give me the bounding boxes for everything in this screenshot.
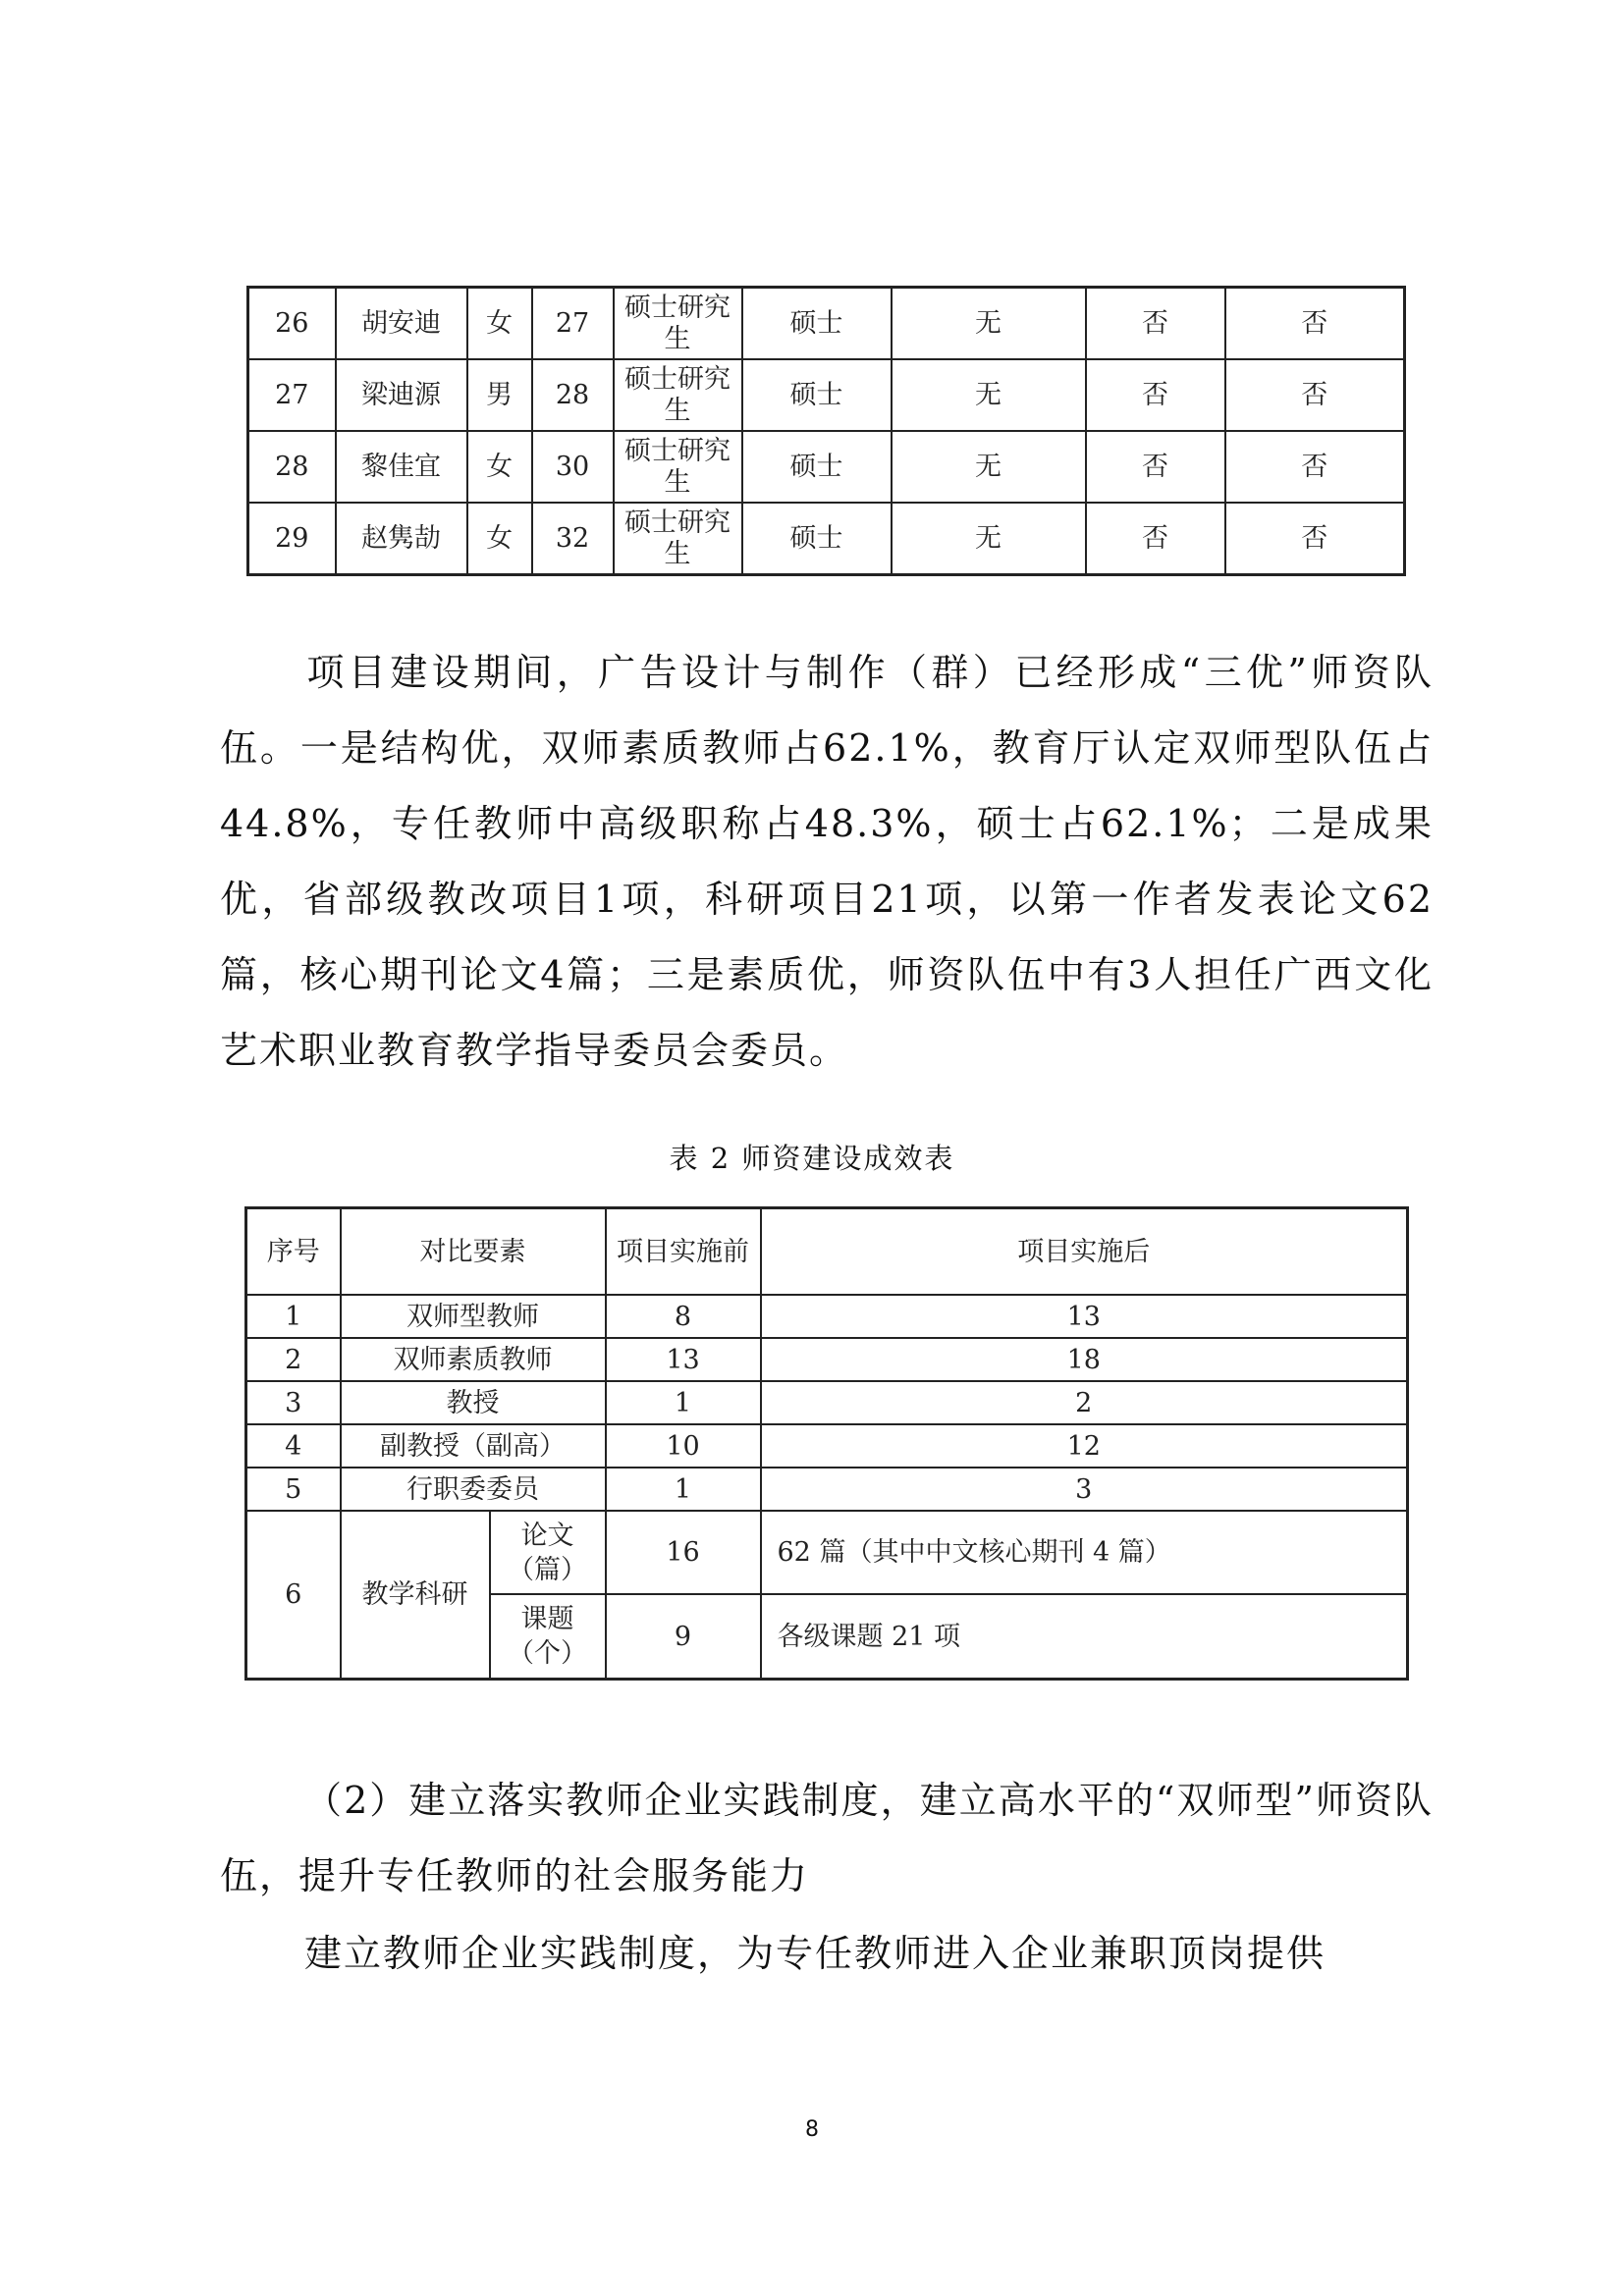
table-header-row: [246, 1208, 1408, 1296]
table-cell: 1: [606, 1468, 761, 1511]
table-cell: 硕士: [742, 359, 892, 431]
table-cell: 双师素质教师: [341, 1338, 606, 1381]
table-cell: 6: [246, 1511, 341, 1680]
table-cell: 3: [761, 1468, 1408, 1511]
table-caption: 表 2 师资建设成效表: [669, 1142, 955, 1175]
table-cell: 硕士: [742, 431, 892, 503]
body-paragraph: [220, 635, 1434, 1089]
table-cell: 32: [532, 503, 614, 575]
table-cell: 13: [606, 1338, 761, 1381]
table-cell: 行职委委员: [341, 1468, 606, 1511]
table-row: [246, 1295, 1408, 1338]
table-cell: 硕士研究生: [614, 359, 742, 431]
table-cell: 1: [606, 1381, 761, 1424]
table-cell: 硕士研究生: [614, 288, 742, 360]
table-row: [248, 359, 1405, 431]
table-cell: 否: [1086, 503, 1225, 575]
table-cell: 10: [606, 1424, 761, 1468]
table-cell: 无: [892, 431, 1086, 503]
table-cell: 梁迪源: [336, 359, 467, 431]
paragraph-text: 建立教师企业实践制度，为专任教师进入企业兼职顶岗提供: [304, 1932, 1326, 1975]
table-cell: 16: [606, 1511, 761, 1594]
table-cell: 8: [606, 1295, 761, 1338]
table-cell: 课题（个）: [490, 1594, 606, 1680]
page-number: 8: [805, 2117, 819, 2142]
paragraph-text: 项目建设期间，广告设计与制作（群）已经形成“三优”师资队伍。一是结构优，双师素质教师占62.1%，教育厅认定双师型队伍占44.8%，专任教师中高级职称占48.3%，硕士占62.1%；二是成果优，省部级教改项目1项，科研项目21项，以第一作者发表论文62篇，核心期刊论文4篇；三是素质优，师资队伍中有3人担任广西文化艺术职业教育教学指导委员会委员。: [220, 651, 1434, 1072]
table-row: [248, 288, 1405, 360]
table-row: [246, 1424, 1408, 1468]
table-cell: 28: [248, 431, 336, 503]
table-cell: 否: [1225, 359, 1405, 431]
table-row: [246, 1338, 1408, 1381]
section-heading: [220, 1763, 1434, 1914]
table-cell: 27: [532, 288, 614, 360]
table-cell: 胡安迪: [336, 288, 467, 360]
table-cell: 教学科研: [341, 1511, 490, 1680]
table-cell: 9: [606, 1594, 761, 1680]
table-cell: 否: [1225, 431, 1405, 503]
table-cell: 硕士研究生: [614, 503, 742, 575]
table-cell: 副教授（副高）: [341, 1424, 606, 1468]
table-cell: 无: [892, 359, 1086, 431]
table-cell: 黎佳宜: [336, 431, 467, 503]
table-cell: 否: [1086, 359, 1225, 431]
table-cell: 无: [892, 503, 1086, 575]
table-cell: 论文（篇）: [490, 1511, 606, 1594]
table-row: [246, 1468, 1408, 1511]
results-table: [244, 1206, 1409, 1681]
table-cell: 30: [532, 431, 614, 503]
table-cell: 26: [248, 288, 336, 360]
table-row: [248, 431, 1405, 503]
table-cell: 女: [467, 503, 532, 575]
table-row: [248, 503, 1405, 575]
heading-text: （2）建立落实教师企业实践制度，建立高水平的“双师型”师资队伍，提升专任教师的社会服务能力: [220, 1779, 1434, 1897]
table-cell: 双师型教师: [341, 1295, 606, 1338]
table-cell: 否: [1225, 288, 1405, 360]
table-cell: 1: [246, 1295, 341, 1338]
table-cell: 3: [246, 1381, 341, 1424]
table-cell: 各级课题 21 项: [761, 1594, 1408, 1680]
header-cell: 项目实施前: [606, 1208, 761, 1296]
body-paragraph: [220, 1916, 1434, 1992]
table-cell: 13: [761, 1295, 1408, 1338]
table-cell: 教授: [341, 1381, 606, 1424]
table-row: [246, 1511, 1408, 1594]
table-cell: 硕士: [742, 288, 892, 360]
table-cell: 4: [246, 1424, 341, 1468]
table-cell: 女: [467, 431, 532, 503]
table-cell: 18: [761, 1338, 1408, 1381]
header-cell: 项目实施后: [761, 1208, 1408, 1296]
table-cell: 29: [248, 503, 336, 575]
table-cell: 赵隽劼: [336, 503, 467, 575]
table-cell: 硕士: [742, 503, 892, 575]
table-cell: 2: [246, 1338, 341, 1381]
table-cell: 否: [1225, 503, 1405, 575]
table-cell: 62 篇（其中中文核心期刊 4 篇）: [761, 1511, 1408, 1594]
header-cell: 序号: [246, 1208, 341, 1296]
table-cell: 硕士研究生: [614, 431, 742, 503]
teacher-table: [246, 286, 1406, 576]
table-cell: 5: [246, 1468, 341, 1511]
table-cell: 无: [892, 288, 1086, 360]
table-cell: 男: [467, 359, 532, 431]
table-cell: 27: [248, 359, 336, 431]
header-cell: 对比要素: [341, 1208, 606, 1296]
table-row: [246, 1381, 1408, 1424]
table-cell: 2: [761, 1381, 1408, 1424]
table-cell: 12: [761, 1424, 1408, 1468]
table-cell: 28: [532, 359, 614, 431]
table-cell: 否: [1086, 431, 1225, 503]
table-cell: 否: [1086, 288, 1225, 360]
table-cell: 女: [467, 288, 532, 360]
